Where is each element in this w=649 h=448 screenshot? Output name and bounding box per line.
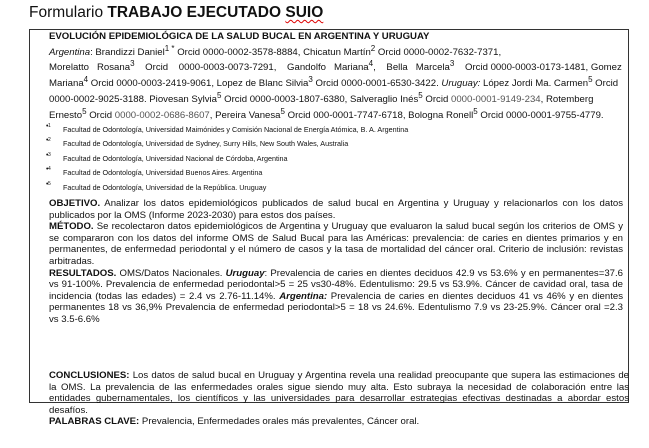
resultados-argentina: Prevalencia de caries en dientes deciduos 41 vs 46% y en dientes permanentes 18 vs 36,9% Prevalencia de enfermedad periodontal>5 = 18 vs 24.6%. Edentulismo 7.9 vs 23-25.9%. Cáncer oral =2.3 vs 3.5-6.6% bbox=[49, 290, 623, 325]
palabras-clave-label: PALABRAS CLAVE: bbox=[49, 416, 140, 428]
metodo-text: Se recolectaron datos epidemiológicos de Argentina y Uruguay que evaluaron la salud bucal según los criterios de OMS y se compararon con los datos del informe OMS de Salud Bucal para las Américas: prevalencia: de caries en dientes primarios y en permanentes, de enfermedad periodontal y el número de casos y la tasa de mortalidad del cáncer oral. Criterio de inclusión: revistas arbitradas. bbox=[49, 221, 623, 267]
objetivo-label: OBJETIVO. bbox=[49, 198, 101, 209]
conclusiones-text: Los datos de salud bucal en Uruguay y Argentina revela una realidad preocupante que supera las estimaciones de la OMS. La prevalencia de las enfermedades orales sigue siendo muy alta. Esto subraya la necesidad de colaboración entre las entidades gubernamentales, los científicos y las universidades para desarrollar estrategias efectivas destinadas a abordar estos desafíos. bbox=[49, 370, 629, 416]
form-title-bold: TRABAJO EJECUTADO bbox=[107, 4, 286, 21]
authors-country-uy: Uruguay: bbox=[441, 78, 481, 90]
affiliation-item: • 1 Facultad de Odontología, Universidad Maimónides y Comisión Nacional de Energía Atómica, B. A. Argentina bbox=[49, 126, 623, 135]
affiliation-list bbox=[48, 122, 623, 193]
resultados-uruguay: : Prevalencia de caries en dientes deciduos 42.9 vs 53.6% y en permanentes=37.6 vs 91-100%. Prevalencia de enfermedad periodontal>5 = 25 vs30-48%. Edentulismo: 29.5 vs 53.9%. Cáncer de cavidad oral, tasa de incidencia (todas las edades) = 2.4 vs 2.76-11.14%. bbox=[49, 267, 623, 302]
affiliation-item: • 3 Facultad de Odontología, Universidad Nacional de Córdoba, Argentina bbox=[49, 155, 623, 164]
resultados-intro: OMS/Datos Nacionales. bbox=[116, 267, 226, 279]
abstract-title: EVOLUCIÓN EPIDEMIOLÓGICA DE LA SALUD BUCAL EN ARGENTINA Y URUGUAY bbox=[49, 31, 430, 42]
authors-country-ar: Argentina bbox=[49, 46, 91, 58]
palabras-clave-paragraph bbox=[49, 416, 629, 428]
resultados-paragraph bbox=[49, 268, 623, 326]
abstract-outside bbox=[49, 370, 629, 428]
authors: Argentina: Brandizzi Daniel$^{1 *}$ Orcid 0000-0002-3578-8884, Chicatun Martín$^2$ Orcid 0000-0002-7632-7371, Morelatto Rosana$^3$ Orcid 0000-0003-0073-7291, Gandolfo Mariana$^4$, Bella Marcela$^3$ Orcid 0000-0003-0173-1481, Gomez Mariana$^4$ Orcid 0000-0003-2419-9061, Lopez de Blanc Silvia$^3$ Orcid 0000-0001-6530-3422. Uruguay: López Jordi Ma. Carmen$^5$ Orcid 0000-0002-9025-3188. Piovesan Sylvia$^5$ Orcid 0000-0003-1807-6380, Salveraglio Inés$^5$ Orcid 0000-0001-9149-234, Rotemberg Ernesto$^5$ Orcid 0000-0002-0686-8607, Pereira Vanesa$^5$ Orcid 000-0001-7747-6718, Bologna Ronell$^5$ Orcid 0000-0001-9755-4779. bbox=[49, 43, 622, 121]
palabras-clave-text: Prevalencia, Enfermedades orales más prevalentes, Cáncer oral. bbox=[139, 416, 420, 428]
form-title-suio: SUIO bbox=[285, 4, 324, 21]
affiliation-item: • 5 Facultad de Odontología, Universidad de la República. Uruguay bbox=[49, 184, 623, 193]
conclusiones-label: CONCLUSIONES: bbox=[49, 370, 130, 381]
metodo-paragraph bbox=[49, 221, 623, 267]
affiliation-item: • 2 Facultad de Odontología, Universidad de Sydney, Surry Hills, New South Wales, Australia bbox=[49, 140, 623, 149]
metodo-label: MÉTODO. bbox=[49, 221, 94, 233]
objetivo-paragraph bbox=[49, 198, 623, 221]
resultados-label: RESULTADOS. bbox=[49, 267, 117, 279]
abstract-content bbox=[49, 31, 623, 326]
form-title-prefix: Formulario bbox=[29, 4, 108, 21]
form-title bbox=[29, 4, 323, 22]
uruguay-label: Uruguay bbox=[225, 267, 265, 279]
argentina-label: Argentina: bbox=[279, 290, 328, 302]
affiliation-item: • 4 Facultad de Odontología, Universidad Buenos Aires. Argentina bbox=[49, 169, 623, 178]
objetivo-text: Analizar los datos epidemiológicos publicados de salud bucal en Argentina y Uruguay y relacionarlos con los datos publicados por la OMS (Informe 2023-2030) para estos dos países. bbox=[49, 198, 623, 221]
conclusiones-paragraph bbox=[49, 370, 629, 416]
